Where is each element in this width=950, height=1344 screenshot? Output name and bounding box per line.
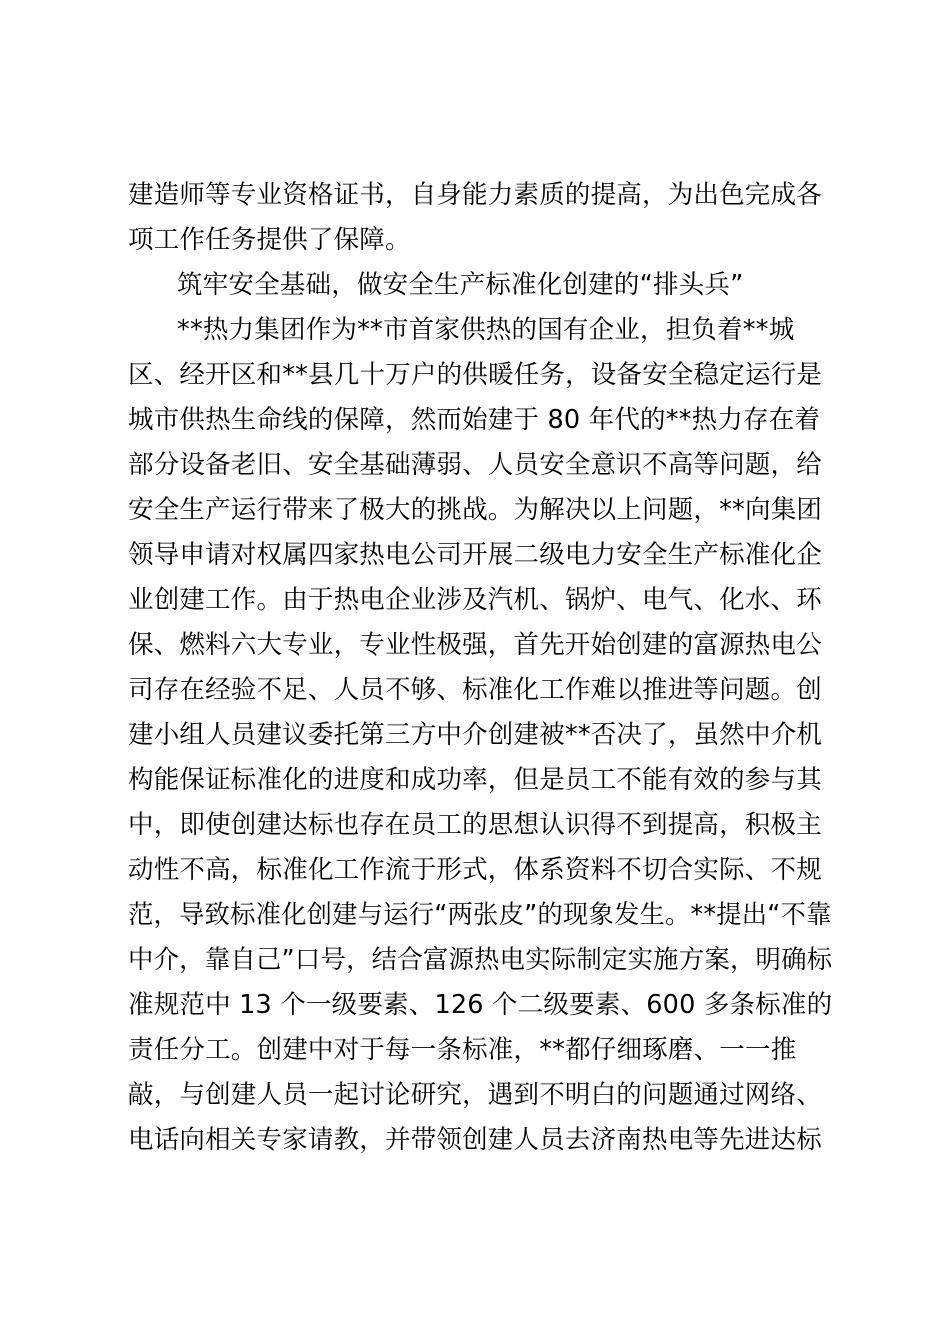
body-text-line: 城市供热生命线的保障，然而始建于 80 年代的**热力存在着 <box>128 405 821 435</box>
body-text-line: 部分设备老旧、安全基础薄弱、人员安全意识不高等问题，给 <box>128 450 822 480</box>
body-text-line: 中，即使创建达标也存在员工的思想认识得不到提高，积极主 <box>128 810 822 840</box>
body-text-line: 准规范中 13 个一级要素、126 个二级要素、600 多条标准的 <box>128 990 833 1020</box>
body-text-line: 建造师等专业资格证书，自身能力素质的提高，为出色完成各 <box>128 180 822 210</box>
body-text-line: 业创建工作。由于热电企业涉及汽机、锅炉、电气、化水、环 <box>128 585 822 615</box>
section-heading: 筑牢安全基础，做安全生产标准化创建的“排头兵” <box>177 270 744 300</box>
body-text-line: 责任分工。创建中对于每一条标准，**都仔细琢磨、一一推 <box>128 1035 797 1065</box>
body-text-line: 范，导致标准化创建与运行“两张皮”的现象发生。**提出“不靠 <box>128 900 832 930</box>
body-text-line: 敲，与创建人员一起讨论研究，遇到不明白的问题通过网络、 <box>128 1080 822 1110</box>
body-text-line: 领导申请对权属四家热电公司开展二级电力安全生产标准化企 <box>128 540 822 570</box>
body-text-line: 动性不高，标准化工作流于形式，体系资料不切合实际、不规 <box>128 855 822 885</box>
body-text-line: 保、燃料六大专业，专业性极强，首先开始创建的富源热电公 <box>128 630 822 660</box>
body-text-line: 司存在经验不足、人员不够、标准化工作难以推进等问题。创 <box>128 675 822 705</box>
body-text-line: 中介，靠自己”口号，结合富源热电实际制定实施方案，明确标 <box>128 945 833 975</box>
body-text-line: 区、经开区和**县几十万户的供暖任务，设备安全稳定运行是 <box>128 360 823 390</box>
body-text-line: 构能保证标准化的进度和成功率，但是员工不能有效的参与其 <box>128 765 822 795</box>
paragraph-first-line: **热力集团作为**市首家供热的国有企业，担负着**城 <box>177 315 795 345</box>
body-text-line: 建小组人员建议委托第三方中介创建被**否决了，虽然中介机 <box>128 720 823 750</box>
body-text-line: 电话向相关专家请教，并带领创建人员去济南热电等先进达标 <box>128 1125 822 1155</box>
body-text-line: 项工作任务提供了保障。 <box>128 225 411 255</box>
body-text-line: 安全生产运行带来了极大的挑战。为解决以上问题，**向集团 <box>128 495 823 525</box>
